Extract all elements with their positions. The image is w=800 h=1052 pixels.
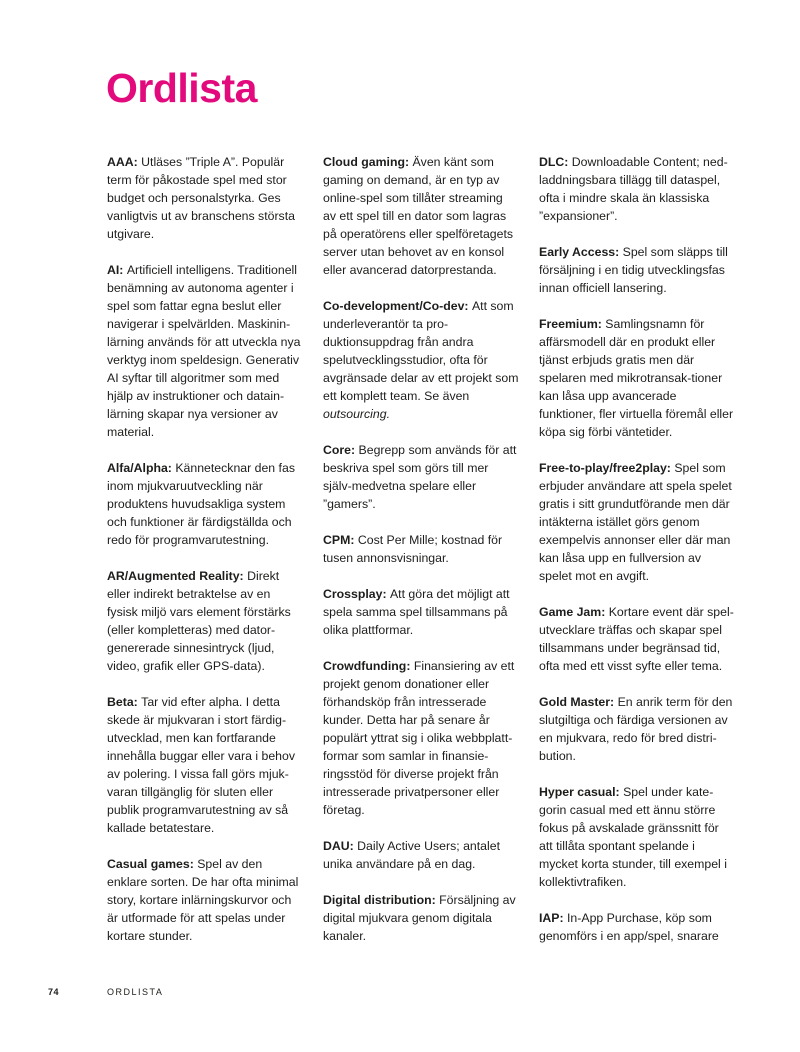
glossary-term: Free-to-play/free2play: — [539, 461, 675, 475]
glossary-column-1 — [107, 153, 303, 963]
glossary-entry: Freemium: Samlingsnamn för affärsmodell där en produkt eller tjänst erbjuds gratis men där spelaren med mikrotransak-tioner kan låsa upp avancerade funktioner, fler virtuella föremål eller köpa sig förbi väntetider. — [539, 317, 734, 439]
glossary-entry: DLC: Downloadable Content; ned-laddningsbara tillägg till dataspel, ofta i mindre skala än klassiska ”expansioner”. — [539, 155, 728, 223]
glossary-term: Crowdfunding: — [323, 659, 414, 673]
glossary-entry: Early Access: Spel som släpps till försäljning i en tidig utvecklingsfas innan officiell lansering. — [539, 245, 728, 295]
glossary-term: Casual games: — [107, 857, 198, 871]
glossary-term: Cloud gaming: — [323, 155, 413, 169]
glossary-term: DAU: — [323, 839, 358, 853]
glossary-term: AI: — [107, 263, 127, 277]
glossary-term: Co-development/Co-dev: — [323, 299, 472, 313]
glossary-term: CPM: — [323, 533, 358, 547]
glossary-entry: Digital distribution: Försäljning av digital mjukvara genom digitala kanaler. — [323, 893, 516, 943]
glossary-term: Early Access: — [539, 245, 623, 259]
glossary-term: AAA: — [107, 155, 142, 169]
glossary-term: AR/Augmented Reality: — [107, 569, 248, 583]
glossary-italic-term: outsourcing. — [323, 407, 390, 421]
glossary-entry: AI: Artificiell intelligens. Traditionell benämning av autonoma agenter i spel som fattar egna beslut eller navigerar i spelvärlden. Maskinin-lärning används för att utveckla nya verktyg inom speldesign. Generativ AI syftar till algoritmer som med hjälp av instruktioner och datain-lärning skapar nya versioner av material. — [107, 263, 301, 439]
glossary-term: Crossplay: — [323, 587, 390, 601]
glossary-entry: AR/Augmented Reality: Direkt eller indirekt betraktelse av en fysisk miljö vars element förstärks (eller kompletteras) med dator-genererade sinnesintryck (ljud, video, grafik eller GPS-data). — [107, 569, 291, 673]
glossary-term: Alfa/Alpha: — [107, 461, 176, 475]
glossary-entry: Co-development/Co-dev: Att som underleverantör ta pro-duktionsuppdrag från andra spelutvecklingsstudior, ofta för avgränsade delar av ett projekt som ett komplett team. Se även outsourcing. — [323, 299, 519, 421]
glossary-term: Gold Master: — [539, 695, 618, 709]
glossary-column-3 — [539, 153, 735, 963]
glossary-entry: Crossplay: Att göra det möjligt att spela samma spel tillsammans på olika plattformar. — [323, 587, 510, 637]
glossary-term: Digital distribution: — [323, 893, 440, 907]
glossary-columns — [107, 153, 735, 963]
glossary-entry: CPM: Cost Per Mille; kostnad för tusen annonsvisningar. — [323, 533, 503, 565]
footer-section-label: ORDLISTA — [107, 987, 164, 997]
glossary-term: Freemium: — [539, 317, 606, 331]
glossary-entry: Alfa/Alpha: Kännetecknar den fas inom mjukvaruutveckling när produktens huvudsakliga system och funktioner är färdigställda och redo för programvarutestning. — [107, 461, 295, 547]
glossary-entry: IAP: In-App Purchase, köp som genomförs i en app/spel, snarare — [539, 911, 719, 943]
glossary-term: Core: — [323, 443, 359, 457]
glossary-entry: Beta: Tar vid efter alpha. I detta skede är mjukvaran i stort färdig-utvecklad, men kan fortfarande innehålla buggar eller vara i behov av polering. I vissa fall görs mjuk-varan tillgänglig för sluten eller publik programvarutestning av så kallade betatestare. — [107, 695, 295, 835]
glossary-entry: Cloud gaming: Även känt som gaming on demand, är en typ av online-spel som tillåter streaming av ett spel till en dator som lagras på operatörens eller spelföretagets server utan behovet av en konsol eller avancerad datorprestanda. — [323, 155, 514, 277]
glossary-term: Beta: — [107, 695, 142, 709]
glossary-term: DLC: — [539, 155, 572, 169]
glossary-entry: Core: Begrepp som används för att beskriva spel som görs till mer själv-medvetna spelare eller ”gamers”. — [323, 443, 517, 511]
glossary-column-2 — [323, 153, 519, 963]
glossary-entry: DAU: Daily Active Users; antalet unika användare på en dag. — [323, 839, 500, 871]
glossary-entry: Gold Master: En anrik term för den slutgiltiga och färdiga versionen av en mjukvara, redo för bred distri-bution. — [539, 695, 733, 763]
glossary-term: Game Jam: — [539, 605, 609, 619]
page-title: Ordlista — [106, 65, 257, 111]
glossary-entry: Hyper casual: Spel under kate-gorin casual med ett ännu större fokus på avskalade gränssnitt för att tillåta spontant spelande i mycket korta stunder, till exempel i kollektivtrafiken. — [539, 785, 727, 889]
glossary-entry: AAA: Utläses ”Triple A”. Populär term för påkostade spel med stor budget och personalstyrka. Ges vanligtvis ut av branschens största utgivare. — [107, 155, 295, 241]
glossary-term: IAP: — [539, 911, 568, 925]
glossary-entry: Free-to-play/free2play: Spel som erbjuder användare att spela spelet gratis i sitt grundutförande men där intäkterna istället görs genom exempelvis annonser eller där man kan låsa upp en fullversion av spelet mot en avgift. — [539, 461, 732, 583]
glossary-entry: Game Jam: Kortare event där spel-utvecklare träffas och skapar spel tillsammans under begränsad tid, ofta med ett visst syfte eller tema. — [539, 605, 734, 673]
page-number: 74 — [48, 987, 60, 997]
glossary-entry: Crowdfunding: Finansiering av ett projekt genom donationer eller förhandsköp från intresserade kunder. Detta har på senare år populärt yttrat sig i olika webbplatt-formar som samlar in finansie-ringsstöd för diverse projekt från intresserade privatpersoner eller företag. — [323, 659, 515, 817]
glossary-entry: Casual games: Spel av den enklare sorten. De har ofta minimal story, kortare inlärningskurvor och är utformade för att spelas under kortare stunder. — [107, 857, 299, 943]
glossary-term: Hyper casual: — [539, 785, 624, 799]
